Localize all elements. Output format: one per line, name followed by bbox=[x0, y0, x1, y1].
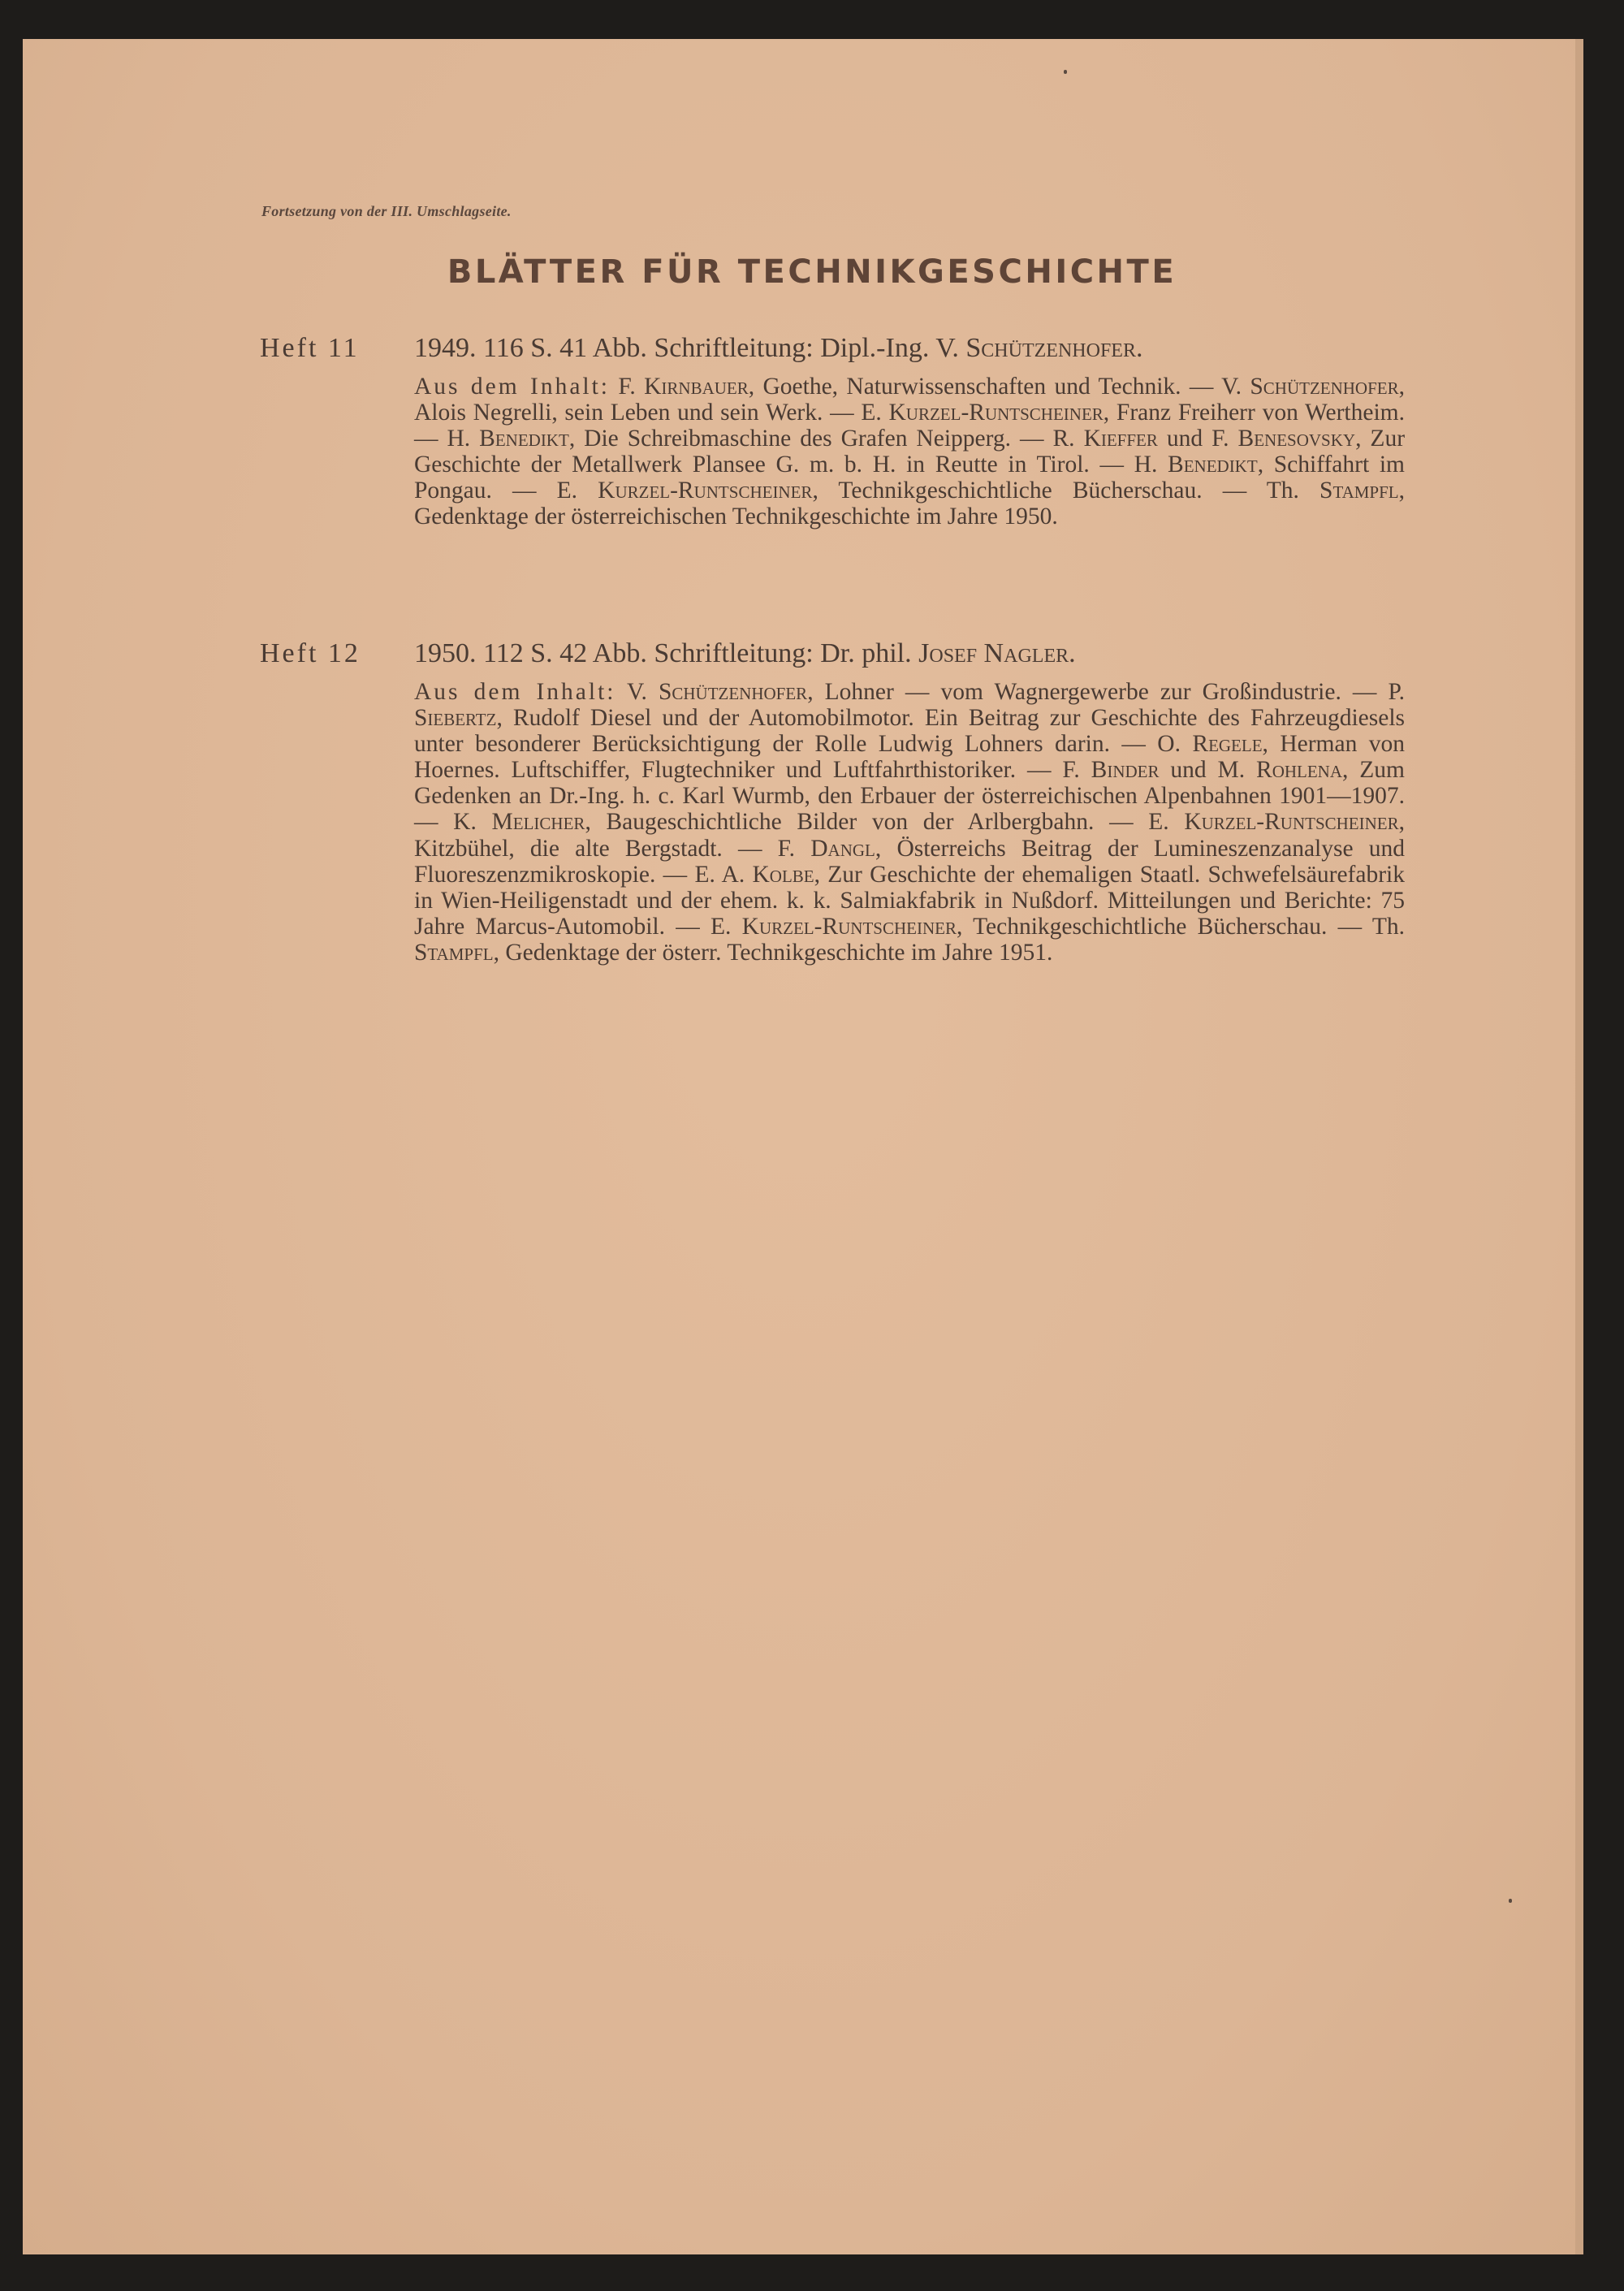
author-name: Kurzel-Runtscheiner bbox=[598, 478, 813, 504]
author-name: Binder bbox=[1091, 757, 1160, 784]
document-page bbox=[23, 39, 1575, 2254]
author-name: Benesovsky bbox=[1237, 426, 1356, 452]
contents-text: , Zur Geschichte der Metallwerk Plansee G. m. b. H. in Reutte in Tirol. — H. bbox=[414, 426, 1406, 478]
contents-text: F. bbox=[610, 374, 645, 400]
issue-header-text: 1949. 116 S. 41 Abb. Schriftleitung: Dipl.-Ing. V. bbox=[414, 333, 966, 363]
contents-text: , Goethe, Naturwissenschaften und Technik. — V. bbox=[748, 374, 1250, 400]
editor-name: Schützenhofer bbox=[965, 333, 1136, 363]
author-name: Schützenhofer bbox=[658, 679, 808, 705]
editor-name: Josef Nagler bbox=[918, 638, 1069, 668]
issue-header bbox=[414, 638, 1076, 669]
contents-text: , Baugeschichtliche Bilder von der Arlbergbahn. — E. bbox=[585, 809, 1185, 836]
contents-text: , Technikgeschichtliche Bücherschau. — Th. bbox=[812, 478, 1320, 504]
issue-header-text: 1950. 112 S. 42 Abb. Schriftleitung: Dr. phil. bbox=[414, 638, 919, 668]
author-name: Stampfl bbox=[414, 939, 494, 966]
author-name: Melicher bbox=[491, 809, 585, 836]
issue-header-end: . bbox=[1135, 333, 1143, 363]
author-name: Benedikt bbox=[1168, 452, 1258, 478]
contents-text: , Technikgeschichtliche Bücherschau. — Th. bbox=[956, 913, 1405, 940]
issue-header-end: . bbox=[1069, 638, 1076, 668]
contents-text: und F. bbox=[1157, 426, 1238, 452]
author-name: Stampfl bbox=[1320, 478, 1399, 504]
paper-speck bbox=[1509, 1899, 1512, 1903]
contents-text: , Zum Gedenken an Dr.-Ing. h. c. Karl Wurmb, den Erbauer der österreichischen Alpenbahnen 1901—1907. — K. bbox=[414, 757, 1405, 836]
author-name: Dangl bbox=[810, 835, 875, 862]
author-name: Regele bbox=[1192, 731, 1263, 758]
author-name: Rohlena bbox=[1256, 757, 1343, 784]
contents-text: V. bbox=[615, 679, 659, 705]
contents-text: , Franz Freiherr von Wertheim. — H. bbox=[414, 400, 1405, 452]
issue-header bbox=[414, 333, 1142, 364]
issue-contents bbox=[414, 374, 1405, 530]
page-edge bbox=[1575, 39, 1583, 2254]
contents-text: , Alois Negrelli, sein Leben und sein Werk. — E. bbox=[414, 374, 1405, 426]
contents-text: , Rudolf Diesel und der Automobilmotor. Ein Beitrag zur Geschichte des Fahrzeugdiesels unter besonderer Berücksichtigung der Rolle Ludwig Lohners darin. — O. bbox=[414, 705, 1405, 758]
contents-text: , Gedenktage der österr. Technikgeschichte im Jahre 1951. bbox=[493, 939, 1053, 966]
contents-text: , Zur Geschichte der ehemaligen Staatl. Schwefelsäurefabrik in Wien-Heiligenstadt und der ehem. k. k. Salmiakfabrik in Nußdorf. Mitteilungen und Berichte: 75 Jahre Marcus-Automobil. — E. bbox=[414, 861, 1405, 940]
contents-text: und M. bbox=[1159, 757, 1257, 784]
author-name: Kurzel-Runtscheiner bbox=[888, 400, 1104, 426]
author-name: Kurzel-Runtscheiner bbox=[741, 913, 957, 940]
author-name: Kieffer bbox=[1083, 426, 1158, 452]
author-name: Kurzel-Runtscheiner bbox=[1184, 809, 1399, 836]
author-name: Siebertz bbox=[414, 705, 497, 732]
continuation-note: Fortsetzung von der III. Umschlagseite. bbox=[261, 203, 512, 219]
author-name: Benedikt bbox=[479, 426, 569, 452]
contents-lead: Aus dem Inhalt: bbox=[414, 374, 611, 400]
contents-text: , Herman von Hoernes. Luftschiffer, Flugtechniker und Luftfahrthistoriker. — F. bbox=[414, 731, 1405, 784]
contents-text: , Die Schreibmaschine des Grafen Neipperg. — R. bbox=[568, 426, 1084, 452]
contents-text: , Gedenktage der österreichischen Technikgeschichte im Jahre 1950. bbox=[414, 478, 1405, 530]
contents-text: , Schiffahrt im Pongau. — E. bbox=[414, 452, 1405, 504]
page-title: BLÄTTER FÜR TECHNIKGESCHICHTE bbox=[447, 253, 1177, 291]
contents-text: , Österreichs Beitrag der Lumineszenzanalyse und Fluoreszenzmikroskopie. — E. A. bbox=[414, 835, 1405, 888]
contents-text: , Lohner — vom Wagnergewerbe zur Großindustrie. — P. bbox=[807, 679, 1405, 705]
author-name: Kolbe bbox=[752, 861, 814, 888]
issue-label: Heft 12 bbox=[260, 638, 361, 668]
author-name: Kirnbauer bbox=[644, 374, 749, 400]
issue-label: Heft 11 bbox=[260, 333, 360, 363]
contents-text: , Kitzbühel, die alte Bergstadt. — F. bbox=[414, 809, 1405, 862]
contents-lead: Aus dem Inhalt: bbox=[414, 679, 616, 705]
issue-contents bbox=[414, 679, 1405, 966]
author-name: Schützenhofer bbox=[1250, 374, 1399, 400]
paper-speck bbox=[1064, 70, 1067, 74]
